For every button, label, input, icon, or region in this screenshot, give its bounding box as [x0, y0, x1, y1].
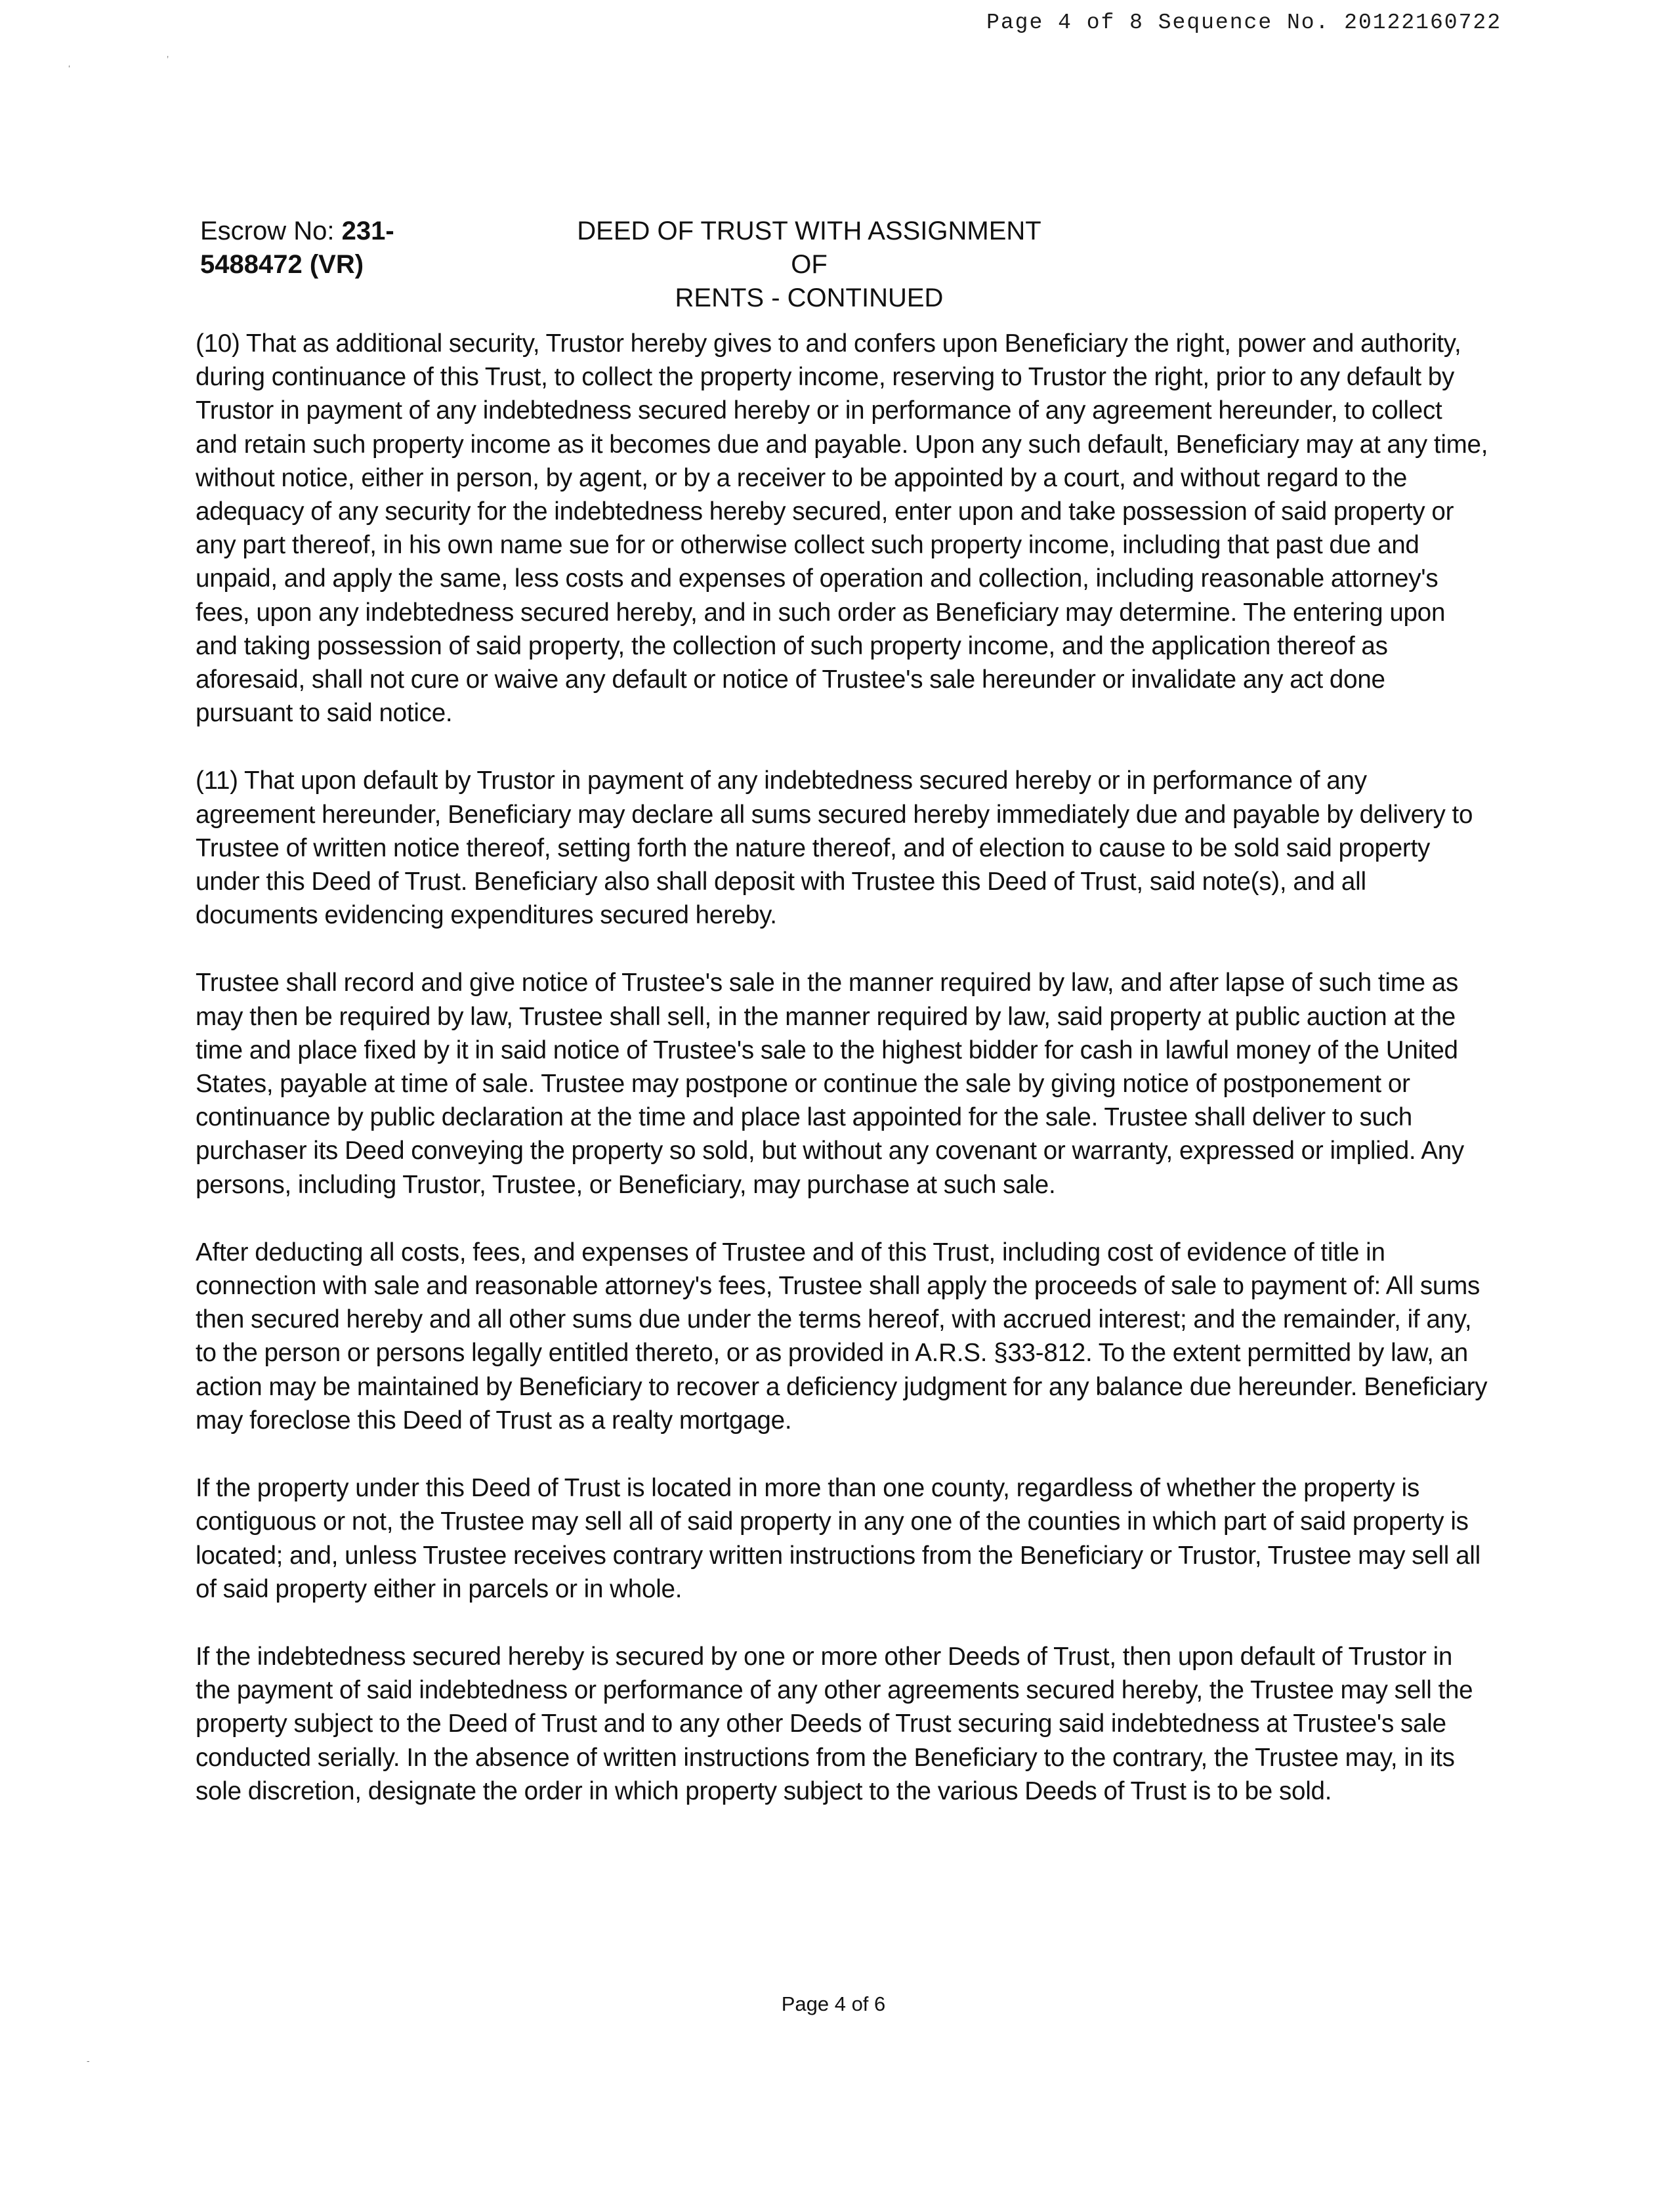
page-sequence-header: Page 4 of 8 Sequence No. 20122160722 — [986, 10, 1502, 35]
paragraph-multiple-deeds: If the indebtedness secured hereby is secured by one or more other Deeds of Trust, then upon default of Trustor in the payment of said indebtedness or performance of any other agreements secured hereby, the Trustee may sell the property subject to the Deed of Trust and to any other Deeds of Trust securing said indebtedness at Trustee's sale conducted serially. In the absence of written instructions from the Beneficiary to the contrary, the Trustee may, in its sole discretion, designate the order in which property subject to the various Deeds of Trust is to be sold. — [196, 1642, 1473, 1805]
paragraph-proceeds: After deducting all costs, fees, and expenses of Trustee and of this Trust, including cost of evidence of title in connection with sale and reasonable attorney's fees, Trustee shall apply the proceeds of sale to payment of: All sums then secured hereby and all other sums due under the terms hereof, with accrued interest; and the remainder, if any, to the person or persons legally entitled thereto, or as provided in A.R.S. §33-812. To the extent permitted by law, an action may be maintained by Beneficiary to recover a deficiency judgment for any balance due hereunder. Beneficiary may foreclose this Deed of Trust as a realty mortgage. — [196, 1238, 1488, 1435]
document-title — [560, 215, 1059, 315]
escrow-label: Escrow No: — [200, 217, 342, 245]
stray-mark: ‘ — [68, 63, 71, 74]
paragraph-trustee-sale: Trustee shall record and give notice of Trustee's sale in the manner required by law, and after lapse of such time as may then be required by law, Trustee shall sell, in the manner required by law, said property at public auction at the time and place fixed by it in said notice of Trustee's sale to the highest bidder for cash in lawful money of the United States, payable at time of sale. Trustee may postpone or continue the sale by giving notice of postponement or continuance by public declaration at the time and place last appointed for the sale. Trustee shall deliver to such purchaser its Deed conveying the property so sold, but without any covenant or warranty, expressed or implied. Any persons, including Trustor, Trustee, or Beneficiary, may purchase at such sale. — [196, 969, 1464, 1199]
page-footer: Page 4 of 6 — [781, 1992, 886, 2015]
escrow-number-block — [200, 215, 394, 282]
document-body — [196, 327, 1488, 1842]
stray-mark: - — [87, 2055, 90, 2066]
escrow-number-part2: 5488472 (VR) — [200, 250, 364, 279]
stray-mark: ’ — [167, 54, 169, 64]
title-line-1: DEED OF TRUST WITH ASSIGNMENT OF — [577, 217, 1041, 279]
paragraph-10-assignment-of-rents: (10) That as additional security, Trustor hereby gives to and confers upon Beneficiary the right, power and authority, during continuance of this Trust, to collect the property income, reserving to Trustor the right, prior to any default by Trustor in payment of any indebtedness secured hereby or in performance of any agreement hereunder, to collect and retain such property income as it becomes due and payable. Upon any such default, Beneficiary may at any time, without notice, either in person, by agent, or by a receiver to be appointed by a court, and without regard to the adequacy of any security for the indebtedness hereby secured, enter upon and take possession of said property or any part thereof, in his own name sue for or otherwise collect such property income, including that past due and unpaid, and apply the same, less costs and expenses of operation and collection, including reasonable attorney's fees, upon any indebtedness secured hereby, and in such order as Beneficiary may determine. The entering upon and taking possession of said property, the collection of such property income, and the application thereof as aforesaid, shall not cure or waive any default or notice of Trustee's sale hereunder or invalidate any act done pursuant to said notice. — [196, 329, 1488, 728]
title-line-2: RENTS - CONTINUED — [675, 284, 944, 312]
paragraph-11-default: (11) That upon default by Trustor in payment of any indebtedness secured hereby or in performance of any agreement hereunder, Beneficiary may declare all sums secured hereby immediately due and payable by delivery to Trustee of written notice thereof, setting forth the nature thereof, and of election to cause to be sold said property under this Deed of Trust. Beneficiary also shall deposit with Trustee this Deed of Trust, said note(s), and all documents evidencing expenditures secured hereby. — [196, 766, 1473, 930]
paragraph-multiple-counties: If the property under this Deed of Trust is located in more than one county, regardless of whether the property is contiguous or not, the Trustee may sell all of said property in any one of the counties in which part of said property is located; and, unless Trustee receives contrary written instructions from the Beneficiary or Trustor, Trustee may sell all of said property either in parcels or in whole. — [196, 1474, 1480, 1603]
escrow-number-part1: 231- — [341, 217, 394, 245]
